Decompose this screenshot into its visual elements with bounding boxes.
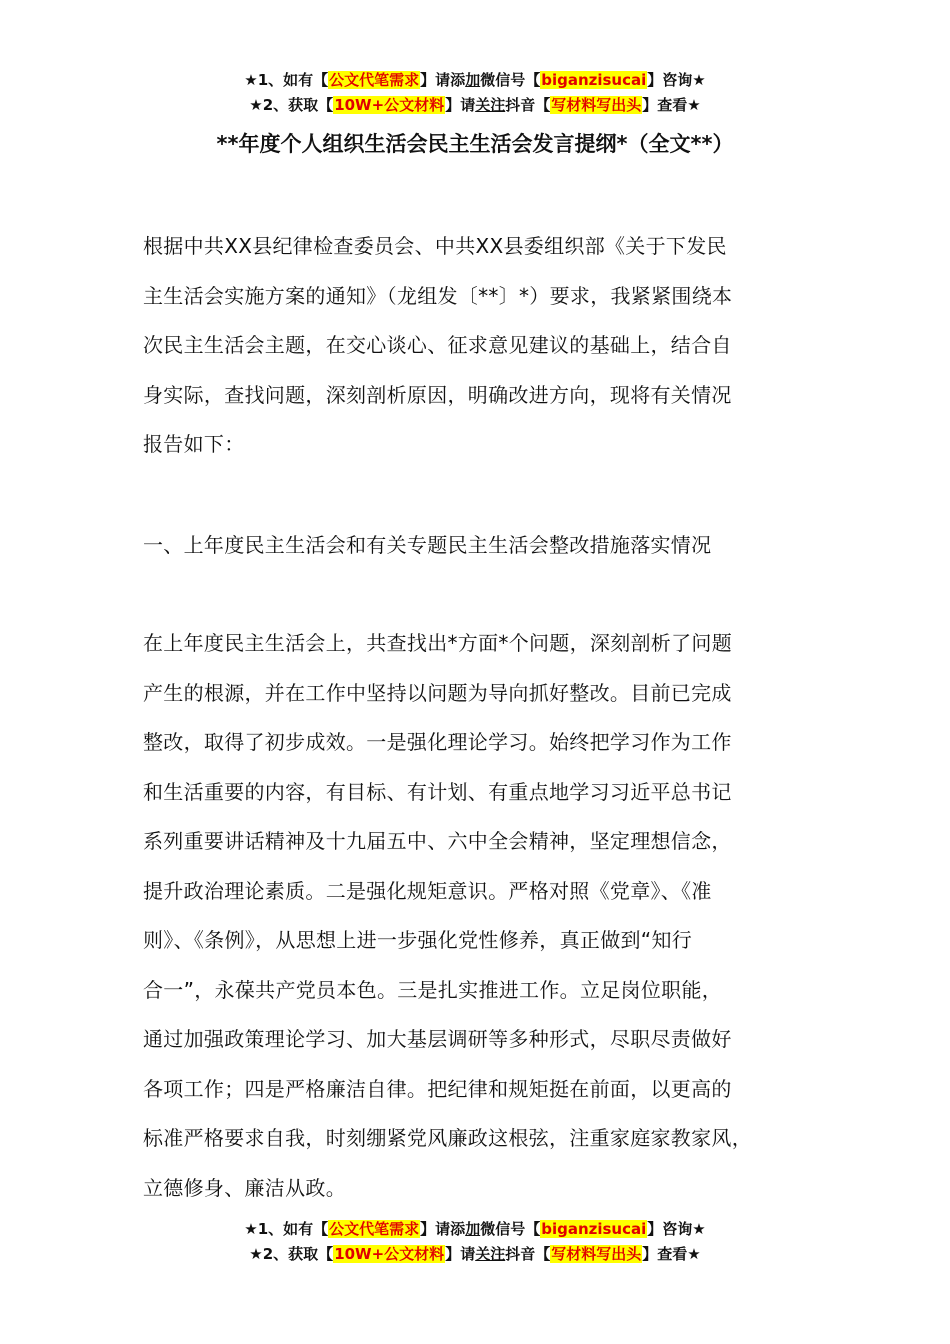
paragraph-line: 产生的根源，并在工作中坚持以问题为导向抓好整改。目前已完成 [143, 680, 732, 705]
highlight-service: 公文代笔需求 [329, 1220, 420, 1238]
banner-text: 】咨询★ [647, 1220, 706, 1238]
banner-underlined-text: 关注 [475, 1245, 506, 1263]
top-banner [0, 68, 950, 118]
banner-text: 微信号【 [480, 71, 541, 89]
banner-line-2 [0, 1242, 950, 1267]
banner-text: ★1、如有【 [244, 71, 329, 89]
banner-line-1 [0, 68, 950, 93]
paragraph-line: 根据中共XX县纪律检查委员会、中共XX县委组织部《关于下发民 [143, 234, 727, 258]
banner-underlined-text: 加 [465, 1220, 481, 1238]
highlight-materials: 10W+公文材料 [334, 1245, 445, 1263]
paragraph-line: 和生活重要的内容，有目标、有计划、有重点地学习习近平总书记 [143, 779, 732, 804]
banner-text: ★2、获取【 [249, 96, 334, 114]
intro-paragraph [143, 222, 843, 470]
banner-text: ★1、如有【 [244, 1220, 329, 1238]
paragraph-line: 系列重要讲话精神及十九届五中、六中全会精神，坚定理想信念， [143, 829, 732, 853]
banner-text: ★2、获取【 [249, 1245, 334, 1263]
section-paragraph [143, 619, 843, 1213]
paragraph-line: 合一”，永葆共产党员本色。三是扎实推进工作。立足岗位职能， [143, 977, 723, 1002]
highlight-materials: 10W+公文材料 [334, 96, 445, 114]
highlight-service: 公文代笔需求 [329, 71, 420, 89]
paragraph-line: 各项工作；四是严格廉洁自律。把纪律和规矩挺在前面，以更高的 [143, 1076, 732, 1101]
banner-text: 】请添 [420, 1220, 466, 1238]
paragraph-line: 则》、《条例》，从思想上进一步强化党性修养，真正做到“知行 [143, 928, 693, 952]
banner-text: 】查看★ [642, 96, 701, 114]
highlight-douyin-account: 写材料写出头 [551, 96, 642, 114]
banner-line-1 [0, 1217, 950, 1242]
section-heading [143, 521, 843, 571]
paragraph-line: 通过加强政策理论学习、加大基层调研等多种形式，尽职尽责做好 [143, 1027, 732, 1051]
banner-text: 】请 [445, 1245, 476, 1263]
banner-underlined-text: 关注 [475, 96, 506, 114]
highlight-douyin-account: 写材料写出头 [551, 1245, 642, 1263]
paragraph-line: 次民主生活会主题，在交心谈心、征求意见建议的基础上，结合自 [143, 333, 732, 357]
banner-underlined-text: 加 [465, 71, 481, 89]
section-heading-text: 一、上年度民主生活会和有关专题民主生活会整改措施落实情况 [143, 533, 712, 557]
paragraph-line: 身实际，查找问题，深刻剖析原因，明确改进方向，现将有关情况 [143, 382, 732, 407]
paragraph-line: 整改，取得了初步成效。一是强化理论学习。始终把学习作为工作 [143, 730, 732, 754]
paragraph-line: 立德修身、廉洁从政。 [143, 1175, 346, 1200]
paragraph-line: 提升政治理论素质。二是强化规矩意识。严格对照《党章》、《准 [143, 878, 712, 903]
bottom-banner [0, 1217, 950, 1267]
banner-text: 】请 [445, 96, 476, 114]
banner-line-2 [0, 93, 950, 118]
paragraph-line: 主生活会实施方案的通知》（龙组发〔**〕*）要求，我紧紧围绕本 [143, 283, 733, 308]
paragraph-line: 标准严格要求自我，时刻绷紧党风廉政这根弦，注重家庭家教家风， [143, 1126, 752, 1150]
paragraph-line: 在上年度民主生活会上，共查找出*方面*个问题，深刻剖析了问题 [143, 631, 732, 655]
banner-text: 】咨询★ [647, 71, 706, 89]
banner-text: 抖音【 [505, 96, 551, 114]
document-title: **年度个人组织生活会民主生活会发言提纲*（全文**） [216, 132, 734, 156]
banner-text: 】查看★ [642, 1245, 701, 1263]
highlight-wechat-id: biganzisucai [541, 1220, 647, 1238]
banner-text: 抖音【 [505, 1245, 551, 1263]
highlight-wechat-id: biganzisucai [541, 71, 647, 89]
paragraph-line: 报告如下： [143, 432, 245, 456]
banner-text: 微信号【 [480, 1220, 541, 1238]
banner-text: 】请添 [420, 71, 466, 89]
